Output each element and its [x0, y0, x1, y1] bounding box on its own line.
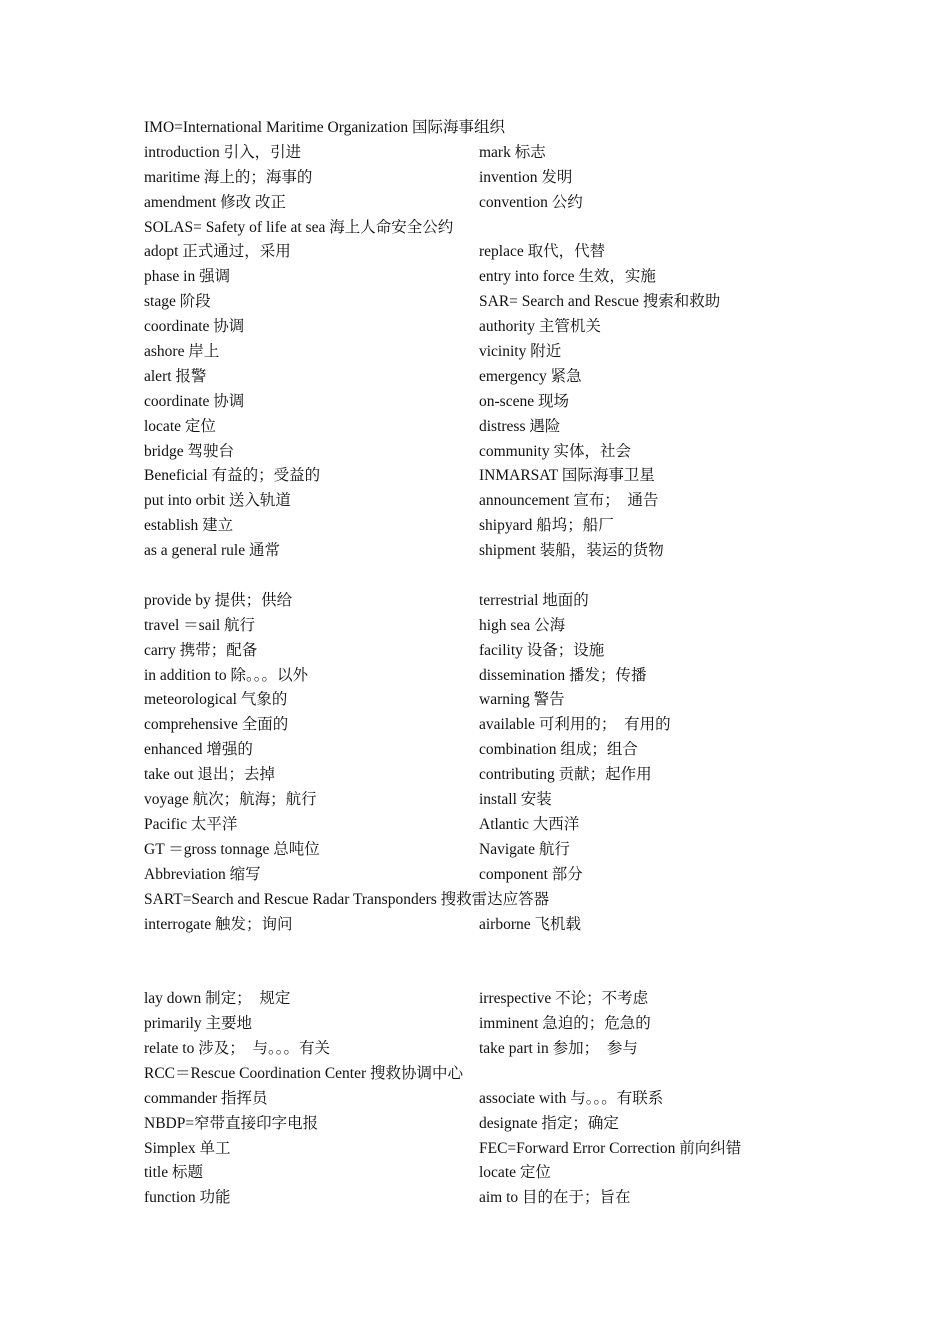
vocab-row: [144, 614, 844, 639]
vocab-entry-full: SOLAS= Safety of life at sea 海上人命安全公约: [144, 218, 454, 236]
vocab-entry-right: locate 定位: [479, 1164, 551, 1182]
vocab-row: [144, 813, 844, 838]
vocab-row: [144, 340, 844, 365]
vocab-entry-left: NBDP=窄带直接印字电报: [144, 1114, 319, 1132]
vocab-row: [144, 763, 844, 788]
vocab-row: [144, 589, 844, 614]
vocab-row: [144, 365, 844, 390]
vocab-row: [144, 1137, 844, 1162]
vocab-entry-left: take out 退出；去掉: [144, 766, 275, 784]
vocab-entry-left: coordinate 协调: [144, 318, 245, 336]
vocab-entry-right: shipyard 船坞；船厂: [479, 517, 614, 535]
vocab-entry-left: put into orbit 送入轨道: [144, 492, 291, 510]
vocab-row: [144, 290, 844, 315]
vocab-entry-right: shipment 装船，装运的货物: [479, 542, 664, 560]
vocab-entry-right: Atlantic 大西洋: [479, 815, 580, 833]
vocab-row: [144, 489, 844, 514]
vocab-entry-right: associate with 与。。。有联系: [479, 1089, 664, 1107]
vocab-entry-left: provide by 提供；供给: [144, 591, 293, 609]
vocab-entry-right: invention 发明: [479, 168, 573, 186]
vocab-entry-right: airborne 飞机载: [479, 915, 582, 933]
vocab-row: [144, 1037, 844, 1062]
vocab-entry-right: install 安装: [479, 791, 552, 809]
vocab-row: [144, 1012, 844, 1037]
vocab-entry-left: meteorological 气象的: [144, 691, 288, 709]
vocab-row: [144, 315, 844, 340]
vocab-entry-left: voyage 航次；航海；航行: [144, 791, 317, 809]
vocab-row: [144, 390, 844, 415]
vocab-entry-right: FEC=Forward Error Correction 前向纠错: [479, 1139, 742, 1157]
vocab-entry-left: maritime 海上的；海事的: [144, 168, 313, 186]
vocab-row: [144, 639, 844, 664]
vocab-row: [144, 1087, 844, 1112]
vocab-entry-left: coordinate 协调: [144, 392, 245, 410]
vocab-entry-right: high sea 公海: [479, 616, 566, 634]
vocab-row: [144, 1161, 844, 1186]
vocab-entry-right: contributing 贡献；起作用: [479, 766, 652, 784]
vocab-entry-left: establish 建立: [144, 517, 234, 535]
vocab-row: [144, 1186, 844, 1211]
vocab-row: [144, 464, 844, 489]
vocab-entry-right: Navigate 航行: [479, 840, 570, 858]
vocab-entry-right: replace 取代，代替: [479, 243, 606, 261]
vocab-entry-left: adopt 正式通过，采用: [144, 243, 291, 261]
blank-line: [144, 564, 844, 589]
blank-line: [144, 937, 844, 962]
vocab-entry-left: travel ＝sail 航行: [144, 616, 256, 634]
vocab-entry-left: interrogate 触发；询问: [144, 915, 293, 933]
vocab-entry-left: comprehensive 全面的: [144, 716, 289, 734]
vocab-row: [144, 216, 844, 241]
vocab-entry-left: in addition to 除。。。以外: [144, 666, 309, 684]
vocab-entry-left: Simplex 单工: [144, 1139, 231, 1157]
vocab-entry-right: designate 指定；确定: [479, 1114, 619, 1132]
vocab-entry-left: Beneficial 有益的；受益的: [144, 467, 321, 485]
vocab-entry-left: Pacific 太平洋: [144, 815, 238, 833]
vocab-entry-full: SART=Search and Rescue Radar Transponders 搜救雷达应答器: [144, 890, 550, 908]
vocab-entry-right: take part in 参加； 参与: [479, 1039, 638, 1057]
vocab-entry-left: stage 阶段: [144, 293, 211, 311]
vocab-row: [144, 987, 844, 1012]
vocab-entry-right: aim to 目的在于；旨在: [479, 1189, 631, 1207]
vocab-entry-left: as a general rule 通常: [144, 542, 280, 560]
vocab-row: [144, 1112, 844, 1137]
vocab-entry-right: dissemination 播发；传播: [479, 666, 647, 684]
vocab-entry-right: available 可利用的； 有用的: [479, 716, 671, 734]
vocab-entry-left: lay down 制定； 规定: [144, 990, 291, 1008]
vocab-entry-left: GT ＝gross tonnage 总吨位: [144, 840, 320, 858]
vocab-row: [144, 863, 844, 888]
vocab-entry-right: vicinity 附近: [479, 343, 562, 361]
vocab-entry-left: phase in 强调: [144, 268, 231, 286]
vocab-entry-right: convention 公约: [479, 193, 583, 211]
vocab-row: [144, 240, 844, 265]
vocab-row: [144, 838, 844, 863]
vocab-entry-left: Abbreviation 缩写: [144, 865, 261, 883]
vocab-entry-left: function 功能: [144, 1189, 231, 1207]
vocab-entry-right: entry into force 生效，实施: [479, 268, 656, 286]
vocab-entry-left: introduction 引入，引进: [144, 143, 302, 161]
blank-line: [144, 962, 844, 987]
vocab-row: [144, 738, 844, 763]
vocab-row: [144, 191, 844, 216]
vocab-entry-left: ashore 岸上: [144, 343, 220, 361]
vocab-entry-full: IMO=International Maritime Organization 国际海事组织: [144, 119, 506, 136]
vocab-entry-right: community 实体，社会: [479, 442, 631, 460]
vocab-row: [144, 415, 844, 440]
vocab-entry-left: enhanced 增强的: [144, 741, 253, 759]
vocab-entry-left: title 标题: [144, 1164, 203, 1182]
vocab-entry-right: on-scene 现场: [479, 392, 569, 410]
vocab-entry-right: terrestrial 地面的: [479, 591, 589, 609]
vocab-entry-right: component 部分: [479, 865, 583, 883]
vocab-entry-left: locate 定位: [144, 417, 216, 435]
vocab-entry-left: amendment 修改 改正: [144, 193, 287, 211]
vocab-entry-right: emergency 紧急: [479, 367, 582, 385]
vocab-entry-right: distress 遇险: [479, 417, 561, 435]
vocab-entry-left: relate to 涉及； 与。。。有关: [144, 1039, 330, 1057]
vocab-entry-left: alert 报警: [144, 367, 207, 385]
vocab-entry-left: commander 指挥员: [144, 1089, 268, 1107]
vocab-row: [144, 539, 844, 564]
vocab-entry-right: irrespective 不论；不考虑: [479, 990, 649, 1008]
vocab-entry-right: announcement 宣布； 通告: [479, 492, 659, 510]
vocab-entry-right: warning 警告: [479, 691, 565, 709]
vocab-row: [144, 688, 844, 713]
vocab-row: [144, 141, 844, 166]
vocab-row: [144, 788, 844, 813]
vocab-entry-left: bridge 驾驶台: [144, 442, 234, 460]
vocab-entry-right: combination 组成；组合: [479, 741, 638, 759]
vocab-row: [144, 440, 844, 465]
vocab-entry-right: mark 标志: [479, 143, 546, 161]
vocab-row: [144, 888, 844, 913]
vocab-entry-full: RCC＝Rescue Coordination Center 搜救协调中心: [144, 1064, 464, 1082]
vocab-entry-right: INMARSAT 国际海事卫星: [479, 467, 655, 485]
vocab-entry-left: primarily 主要地: [144, 1015, 253, 1033]
vocab-entry-right: facility 设备；设施: [479, 641, 605, 659]
vocab-row: [144, 913, 844, 938]
vocab-row: [144, 166, 844, 191]
vocab-entry-right: authority 主管机关: [479, 318, 601, 336]
vocab-entry-left: carry 携带；配备: [144, 641, 258, 659]
vocab-entry-right: SAR= Search and Rescue 搜索和救助: [479, 293, 721, 311]
vocab-row: [144, 116, 844, 141]
vocab-row: [144, 1062, 844, 1087]
vocab-row: [144, 514, 844, 539]
vocab-row: [144, 664, 844, 689]
vocabulary-list: [144, 116, 844, 1211]
vocab-entry-right: imminent 急迫的；危急的: [479, 1015, 651, 1033]
vocab-row: [144, 713, 844, 738]
vocab-row: [144, 265, 844, 290]
